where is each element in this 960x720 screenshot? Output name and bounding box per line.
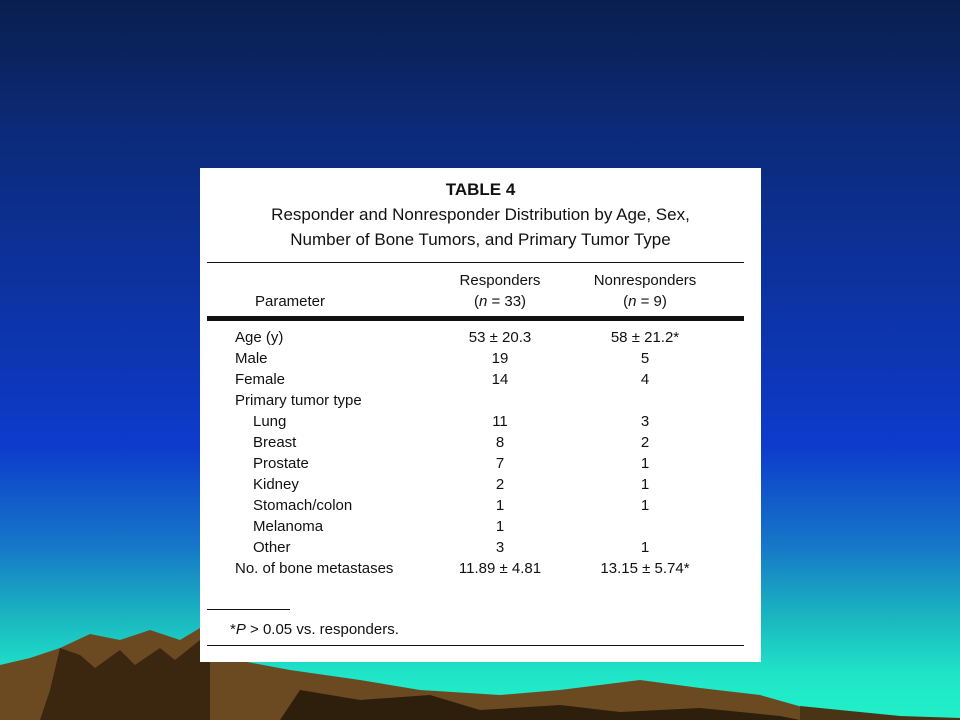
footnote-rule	[207, 609, 290, 610]
row-nonresponders-value: 4	[640, 371, 650, 388]
row-nonresponders-value: 1	[640, 455, 650, 472]
row-responders-value: 19	[491, 350, 509, 367]
row-label: Age (y)	[235, 329, 284, 346]
row-label: Prostate	[253, 455, 309, 472]
row-responders-value: 11	[492, 413, 508, 430]
row-label: Melanoma	[253, 518, 324, 535]
row-nonresponders-value: 2	[640, 434, 650, 451]
row-responders-value: 1	[495, 497, 505, 514]
row-label: No. of bone metastases	[235, 560, 394, 577]
row-responders-value: 53 ± 20.3	[468, 329, 532, 346]
row-label: Female	[235, 371, 286, 388]
data-table-card	[200, 168, 761, 662]
table-subtitle-line-2: Number of Bone Tumors, and Primary Tumor Type	[290, 230, 671, 249]
header-responders-n: (n = 33)	[473, 293, 527, 310]
row-responders-value: 8	[495, 434, 505, 451]
row-responders-value: 11.89 ± 4.81	[458, 560, 542, 577]
row-nonresponders-value: 5	[640, 350, 650, 367]
top-rule	[207, 262, 744, 263]
row-nonresponders-value: 1	[640, 497, 650, 514]
table-subtitle-line-1: Responder and Nonresponder Distribution by Age, Sex,	[271, 205, 690, 224]
row-label: Stomach/colon	[253, 497, 353, 514]
mountain-far-right	[800, 706, 960, 720]
row-responders-value: 2	[495, 476, 505, 493]
row-responders-value: 3	[495, 539, 505, 556]
row-label: Kidney	[253, 476, 299, 493]
row-label: Male	[235, 350, 268, 367]
row-label: Other	[253, 539, 291, 556]
row-nonresponders-value: 13.15 ± 5.74*	[600, 560, 690, 577]
row-responders-value: 1	[495, 518, 505, 535]
row-nonresponders-value: 1	[640, 539, 650, 556]
row-nonresponders-value: 58 ± 21.2*	[610, 329, 680, 346]
row-responders-value: 7	[495, 455, 505, 472]
row-nonresponders-value: 3	[640, 413, 650, 430]
table-footnote: *P > 0.05 vs. responders.	[230, 621, 399, 638]
bottom-rule	[207, 645, 744, 646]
row-label: Breast	[253, 434, 297, 451]
row-label: Primary tumor type	[235, 392, 362, 409]
header-parameter: Parameter	[254, 293, 326, 310]
row-responders-value: 14	[491, 371, 509, 388]
row-label: Lung	[253, 413, 287, 430]
header-thick-rule	[207, 316, 744, 321]
header-responders: Responders	[459, 272, 541, 289]
header-nonresponders-n: (n = 9)	[623, 293, 667, 310]
row-nonresponders-value: 1	[640, 476, 650, 493]
table-title: TABLE 4	[445, 180, 516, 199]
header-nonresponders: Nonresponders	[593, 272, 697, 289]
